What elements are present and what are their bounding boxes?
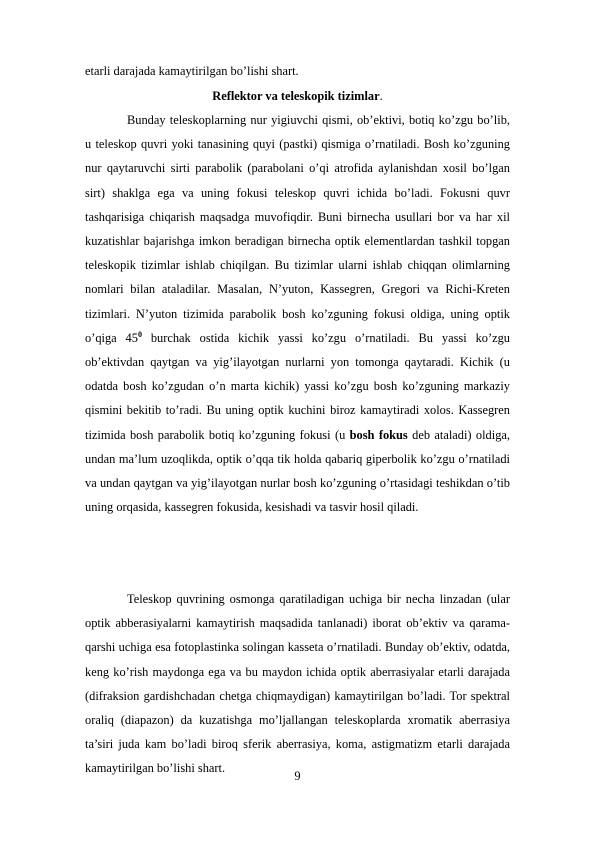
section-heading xyxy=(85,88,510,104)
paragraph-reflector-text xyxy=(85,108,510,519)
continuation-line: etarli darajada kamaytirilgan bo’lishi shart. xyxy=(85,64,299,78)
bold-term-bosh-fokus: bosh fokus xyxy=(349,427,408,442)
paragraph-text-part3: deb ataladi) oldiga, undan ma’lum uzoqlikda, optik o’qqa tik holda qabariq giperbolik ko’zgu o’rnatiladi va undan qaytgan va yig’ilayotgan nurlar bosh ko’zguning o’rtasidagi teshikdan o’tib uning orqasida, kassegren fokusida, kesishadi va tasvir hosil qiladi. xyxy=(85,427,510,515)
paragraph-text-part1: Bunday teleskoplarning nur yigiuvchi qismi, ob’ektivi, botiq ko’zgu bo’lib, u teleskop quvri yoki tanasining quyi (pastki) qismiga o’rnatiladi. Bosh ko’zguning nur qaytaruvchi sirti parabolik (parabolani o’qi atrofida aylanishdan xosil bo’lgan sirt) shaklga ega va uning fokusi teleskop quvri ichida bo’ladi. Fokusni quvr tashqarisiga chiqarish maqsadga muvofiqdir. Buni birnecha usullari bor va har xil kuzatishlar bajarishga imkon beradigan birnecha optik elementlardan tashkil topgan teleskopik tizimlar ishlab chiqilgan. Bu tizimlar ularni ishlab chiqqan olimlarning nomlari bilan ataladilar. Masalan, N’yuton, Kassegren, Gregori va Richi-Kreten tizimlari. N’yuton tizimida parabolik bosh ko’zguning fokusi oldiga, uning optik o’qiga 45 xyxy=(85,113,510,345)
section-heading-period: . xyxy=(379,89,383,103)
paragraph-telescope-tube xyxy=(85,587,510,781)
paragraph-telescope-tube-text: Teleskop quvrining osmonga qaratiladigan uchiga bir necha linzadan (ular optik abberasiyalarni kamaytirish maqsadida tanlanadi) iborat ob’ektiv va qarama-qarshi uchiga esa fotoplastinka solingan kasseta o’rnatiladi. Bunday ob’ektiv, odatda, keng ko’rish maydonga ega va bu maydon ichida optik aberrasiyalar etarli darajada (difraksion gardishchadan chetga chiqmaydigan) kamaytirilgan bo’ladi. Tor spektral oraliq (diapazon) da kuzatishga mo’ljallangan teleskoplarda xromatik aberrasiya ta’siri juda kam bo’ladi biroq sferik aberrasiya, koma, astigmatizm etarli darajada kamaytirilgan bo’lishi shart. xyxy=(85,592,510,776)
degree-superscript: 0 xyxy=(137,329,142,339)
paragraph-reflector xyxy=(85,108,510,519)
section-heading-title: Reflektor va teleskopik tizimlar xyxy=(212,89,380,103)
page-number: 9 xyxy=(294,769,301,783)
paragraph-text-part2: burchak ostida kichik yassi ko’zgu o’rnatiladi. Bu yassi ko’zgu ob’ektivdan qaytgan va yig’ilayotgan nurlarni yon tomonga qaytaradi. Kichik (u odatda bosh ko’zgudan o’n marta kichik) yassi ko’zgu bosh ko’zguning markaziy qismini bekitib to’radi. Bu uning optik kuchini biroz kamaytiradi xolos. Kassegren tizimida bosh parabolik botiq ko’zguning fokusi (u xyxy=(85,330,510,442)
